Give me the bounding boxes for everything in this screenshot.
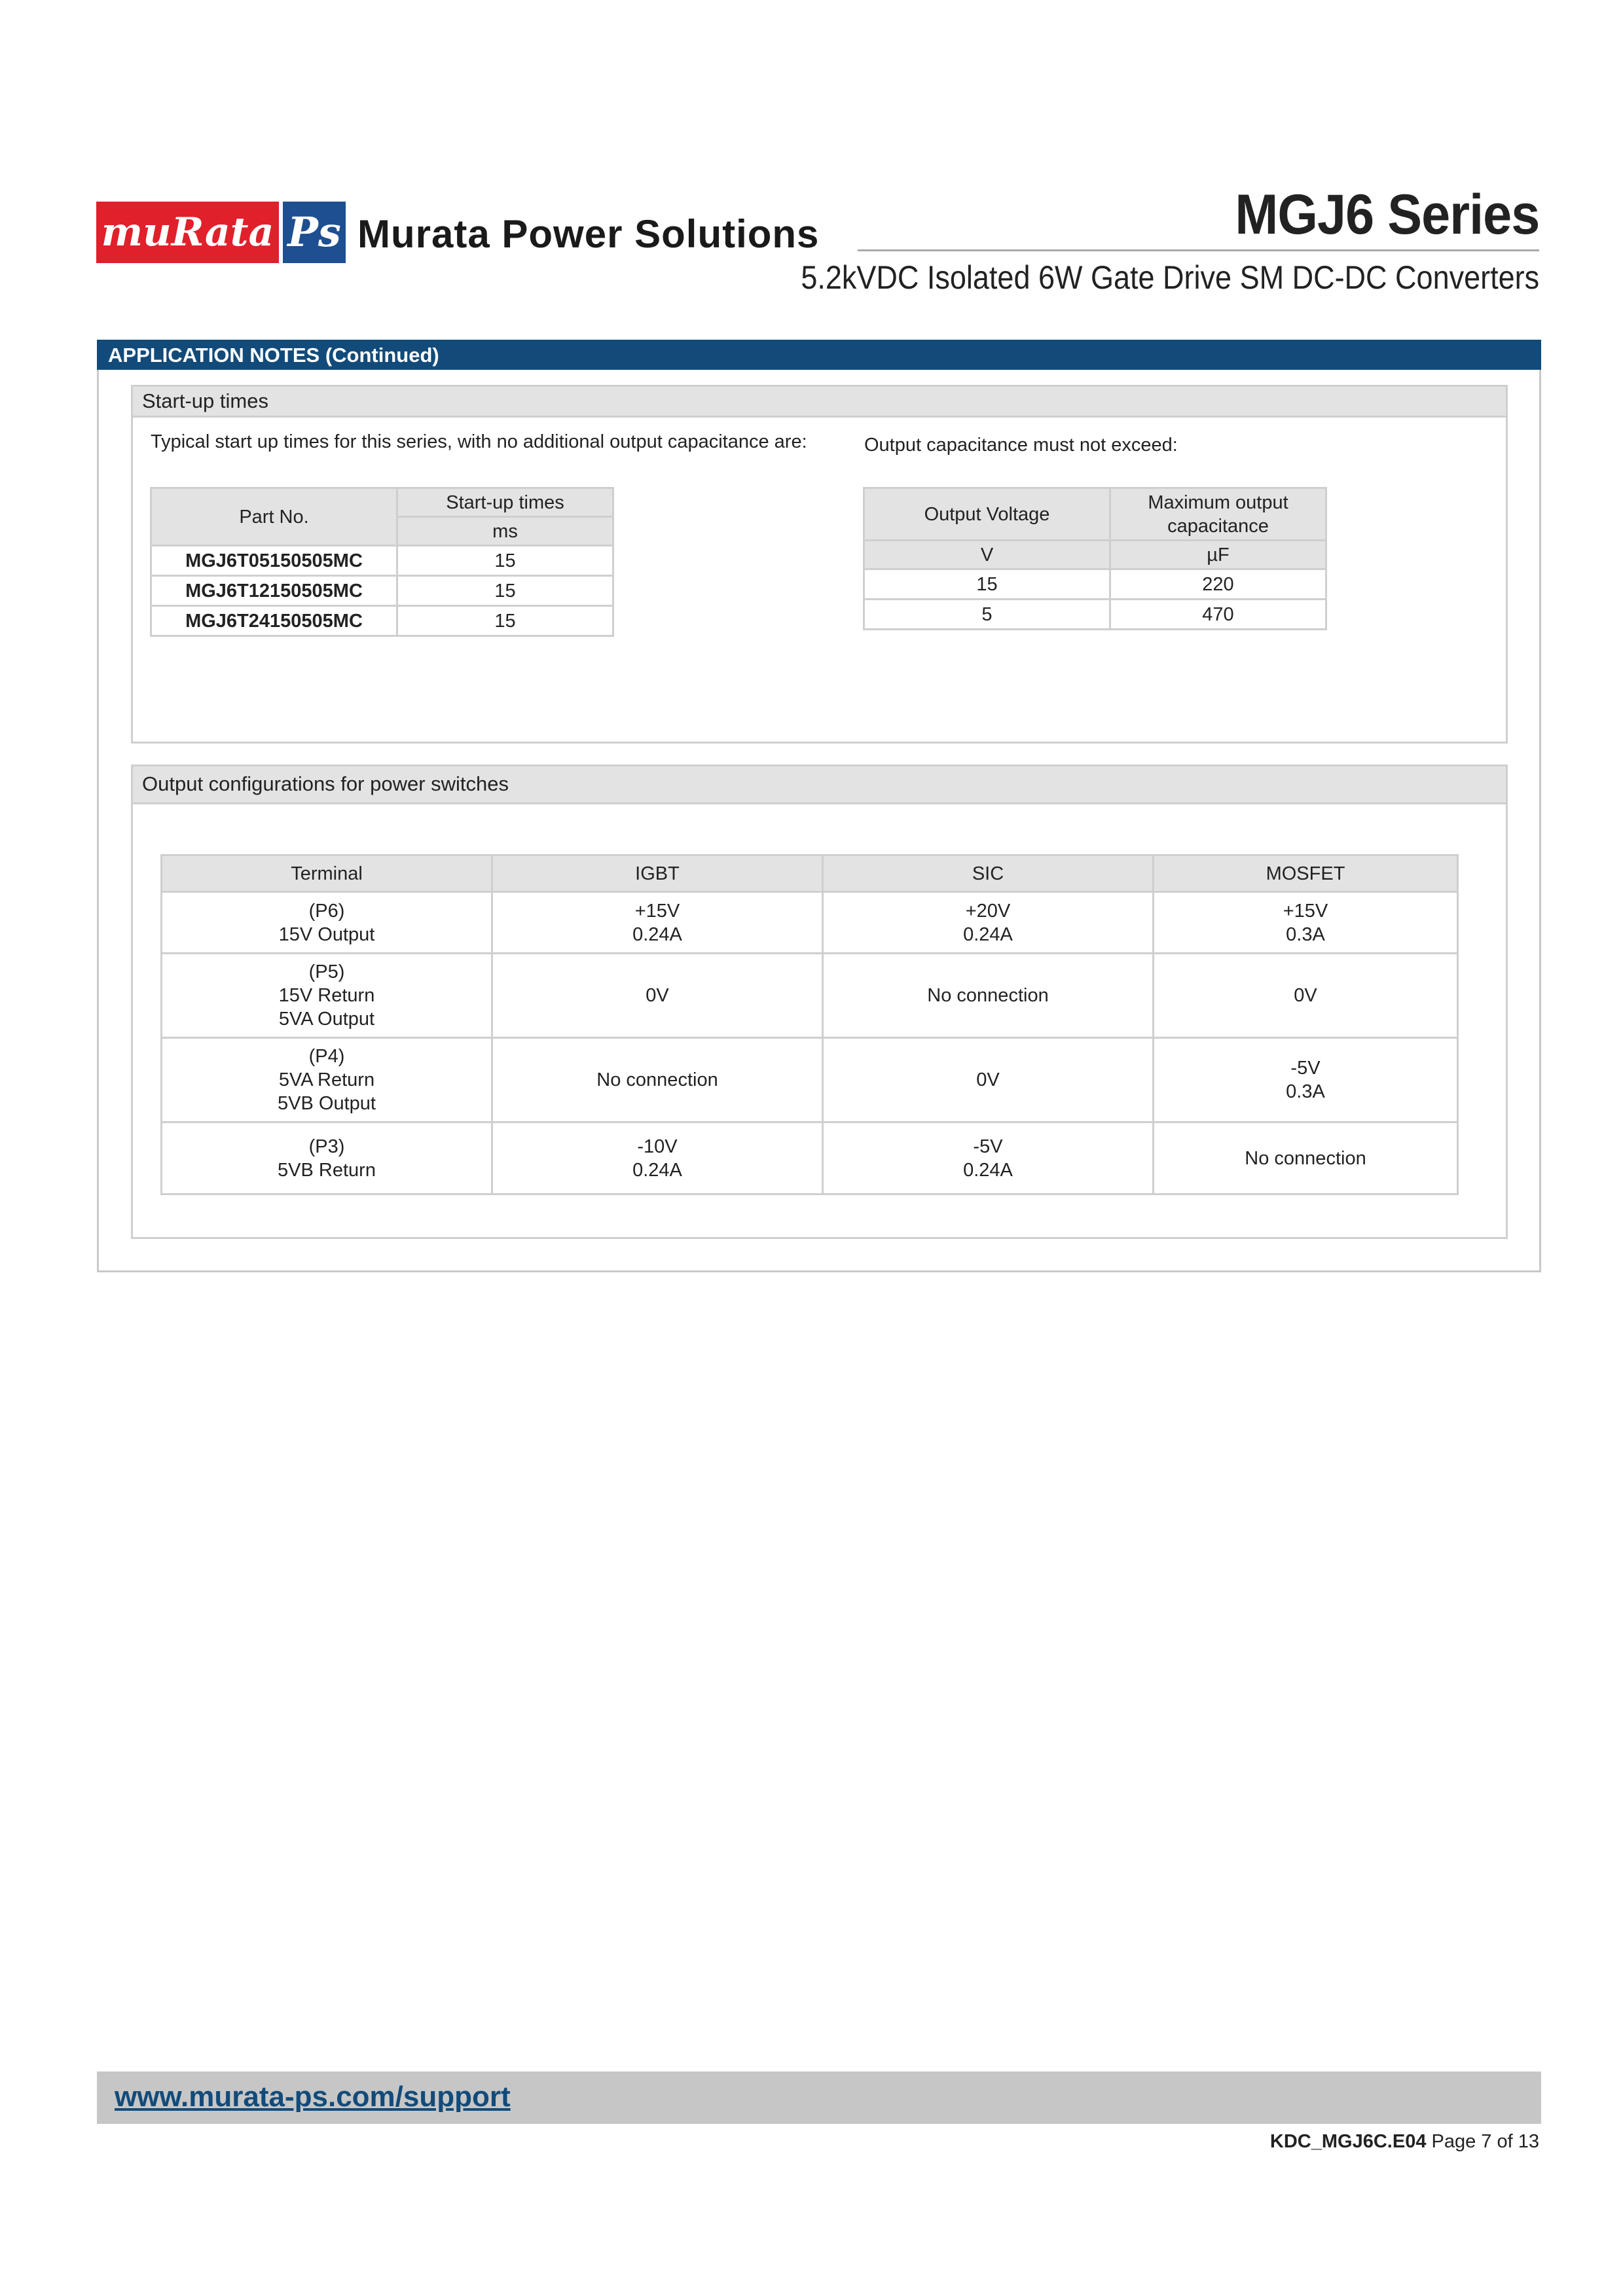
cell-line: +15V xyxy=(1283,900,1328,922)
output-voltage: 5 xyxy=(864,600,1110,630)
cell-line: +20V xyxy=(965,900,1011,922)
startup-time: 15 xyxy=(397,576,613,606)
cell-line: -5V xyxy=(1290,1058,1321,1079)
startup-times-header: Start-up times xyxy=(397,488,613,517)
part-number: MGJ6T05150505MC xyxy=(151,546,397,576)
table-row xyxy=(151,546,613,576)
cell-line: 0.24A xyxy=(632,1159,682,1181)
terminal-cell xyxy=(162,1038,492,1122)
sic-cell: No connection xyxy=(823,954,1154,1038)
max-capacitance: 220 xyxy=(1110,569,1326,600)
cell-line: 0.24A xyxy=(963,1159,1013,1181)
startup-unit-header: ms xyxy=(397,517,613,546)
terminal-line: (P5) xyxy=(308,961,345,982)
series-title: MGJ6 Series xyxy=(1235,183,1539,246)
terminal-line: 15V Return xyxy=(278,985,375,1006)
terminal-line: 5VA Output xyxy=(278,1009,375,1030)
table-row xyxy=(162,1122,1458,1194)
cell-line: 0.3A xyxy=(1286,924,1325,945)
table-row xyxy=(162,892,1458,954)
murata-logo: muRata xyxy=(96,202,279,263)
cell-line: +15V xyxy=(634,900,680,922)
part-number: MGJ6T24150505MC xyxy=(151,606,397,636)
startup-intro-text: Typical start up times for this series, with no additional output capacitance are: xyxy=(151,431,807,452)
capacitance-note: Output capacitance must not exceed: xyxy=(864,435,1178,456)
max-capacitance-header xyxy=(1110,488,1326,541)
igbt-header: IGBT xyxy=(492,855,823,892)
terminal-line: (P4) xyxy=(308,1046,345,1067)
igbt-cell: No connection xyxy=(492,1038,823,1122)
capacitance-unit: µF xyxy=(1110,541,1326,569)
mosfet-header: MOSFET xyxy=(1154,855,1458,892)
igbt-cell xyxy=(492,1122,823,1194)
section-title-bar: APPLICATION NOTES (Continued) xyxy=(97,340,1541,370)
voltage-unit: V xyxy=(864,541,1110,569)
terminal-line: 15V Output xyxy=(278,924,375,945)
company-name: Murata Power Solutions xyxy=(357,212,820,256)
terminal-line: (P6) xyxy=(308,900,345,922)
header-rule xyxy=(858,249,1539,251)
mosfet-cell: 0V xyxy=(1154,954,1458,1038)
terminal-line: (P3) xyxy=(308,1136,345,1157)
terminal-cell xyxy=(162,1122,492,1194)
table-row xyxy=(162,1038,1458,1122)
sic-cell xyxy=(823,1122,1154,1194)
terminal-line: 5VA Return xyxy=(278,1069,375,1090)
output-voltage-header: Output Voltage xyxy=(864,488,1110,541)
igbt-cell xyxy=(492,892,823,954)
output-capacitance-table xyxy=(863,487,1327,630)
startup-times-table xyxy=(150,487,614,637)
mosfet-cell xyxy=(1154,892,1458,954)
sic-header: SIC xyxy=(823,855,1154,892)
mosfet-cell xyxy=(1154,1038,1458,1122)
sic-cell: 0V xyxy=(823,1038,1154,1122)
doc-code: KDC_MGJ6C.E04 xyxy=(1269,2131,1427,2152)
support-link[interactable]: www.murata-ps.com/support xyxy=(115,2081,511,2113)
startup-time: 15 xyxy=(397,606,613,636)
page-indicator xyxy=(1270,2128,1539,2155)
max-capacitance-header-line1: Maximum output xyxy=(1148,492,1288,513)
cell-line: -5V xyxy=(973,1136,1003,1157)
startup-times-heading: Start-up times xyxy=(133,387,1506,418)
table-row xyxy=(162,954,1458,1038)
table-row xyxy=(864,600,1326,630)
part-number: MGJ6T12150505MC xyxy=(151,576,397,606)
sic-cell xyxy=(823,892,1154,954)
output-voltage: 15 xyxy=(864,569,1110,600)
max-capacitance: 470 xyxy=(1110,600,1326,630)
cell-line: 0.24A xyxy=(963,924,1013,945)
startup-time: 15 xyxy=(397,546,613,576)
terminal-line: 5VB Return xyxy=(278,1159,376,1181)
terminal-header: Terminal xyxy=(162,855,492,892)
terminal-cell xyxy=(162,954,492,1038)
table-row xyxy=(151,606,613,636)
part-no-header: Part No. xyxy=(151,488,397,546)
max-capacitance-header-line2: capacitance xyxy=(1167,515,1269,537)
page-subtitle: 5.2kVDC Isolated 6W Gate Drive SM DC-DC Converters xyxy=(801,259,1539,296)
terminal-line: 5VB Output xyxy=(278,1093,376,1114)
igbt-cell: 0V xyxy=(492,954,823,1038)
cell-line: 0.24A xyxy=(632,924,682,945)
cell-line: -10V xyxy=(637,1136,678,1157)
ps-logo: Ps xyxy=(283,202,346,263)
table-row xyxy=(151,576,613,606)
output-config-heading: Output configurations for power switches xyxy=(133,766,1506,804)
terminal-cell xyxy=(162,892,492,954)
table-row xyxy=(864,569,1326,600)
mosfet-cell: No connection xyxy=(1154,1122,1458,1194)
cell-line: 0.3A xyxy=(1286,1081,1325,1102)
output-config-table xyxy=(160,854,1459,1195)
page-number: Page 7 of 13 xyxy=(1431,2131,1539,2152)
